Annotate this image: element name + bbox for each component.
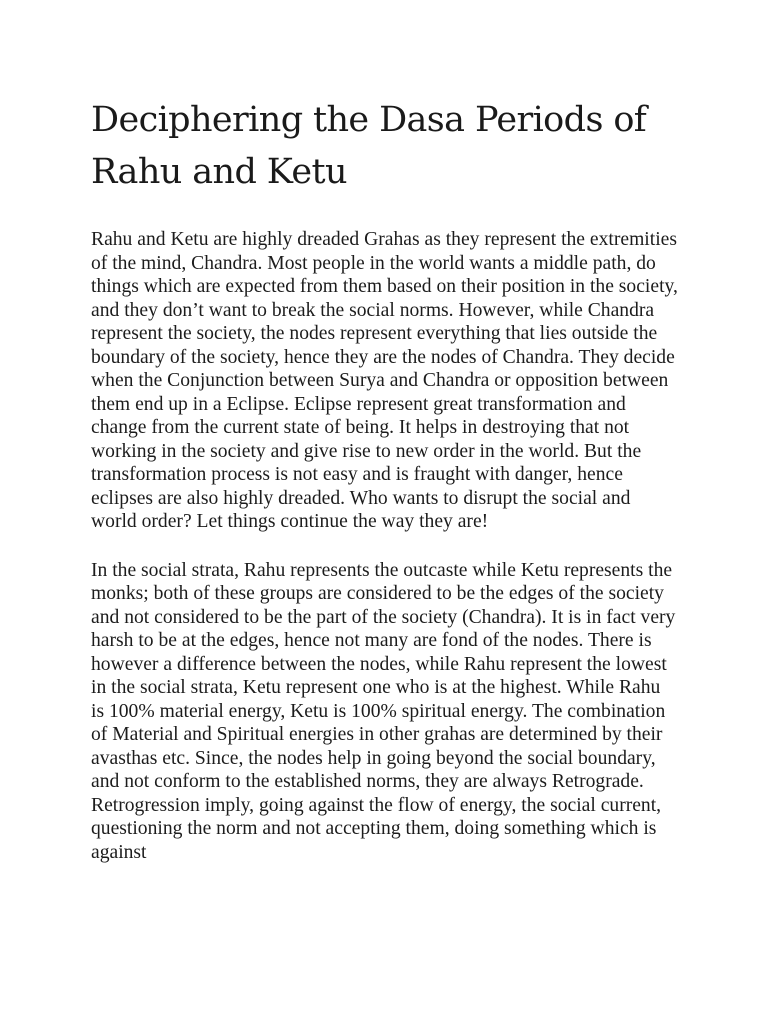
paragraph-1: Rahu and Ketu are highly dreaded Grahas as they represent the extremities of the mind, Chandra. Most people in the world wants a middle path, do things which are expected from them based on their position in the society, and they don’t want to break the social norms. However, while Chandra represent the society, the nodes represent everything that lies outside the boundary of the society, hence they are the nodes of Chandra. They decide when the Conjunction between Surya and Chandra or opposition between them end up in a Eclipse. Eclipse represent great transformation and change from the current state of being. It helps in destroying that not working in the society and give rise to new order in the world. But the transformation process is not easy and is fraught with danger, hence eclipses are also highly dreaded. Who wants to disrupt the social and world order? Let things continue the way they are! <box>91 229 678 532</box>
paragraph-2: In the social strata, Rahu represents the outcaste while Ketu represents the monks; both of these groups are considered to be the edges of the society and not considered to be the part of the society (Chandra). It is in fact very harsh to be at the edges, hence not many are fond of the nodes. There is however a difference between the nodes, while Rahu represent the lowest in the social strata, Ketu represent one who is at the highest. While Rahu is 100% material energy, Ketu is 100% spiritual energy. The combination of Material and Spiritual energies in other grahas are determined by their avasthas etc. Since, the nodes help in going beyond the social boundary, and not conform to the established norms, they are always Retrograde. Retrogression imply, going against the flow of energy, the social current, questioning the norm and not accepting them, doing something which is against <box>91 559 676 863</box>
page-title: Deciphering the Dasa Periods of Rahu and Ketu <box>91 100 647 192</box>
